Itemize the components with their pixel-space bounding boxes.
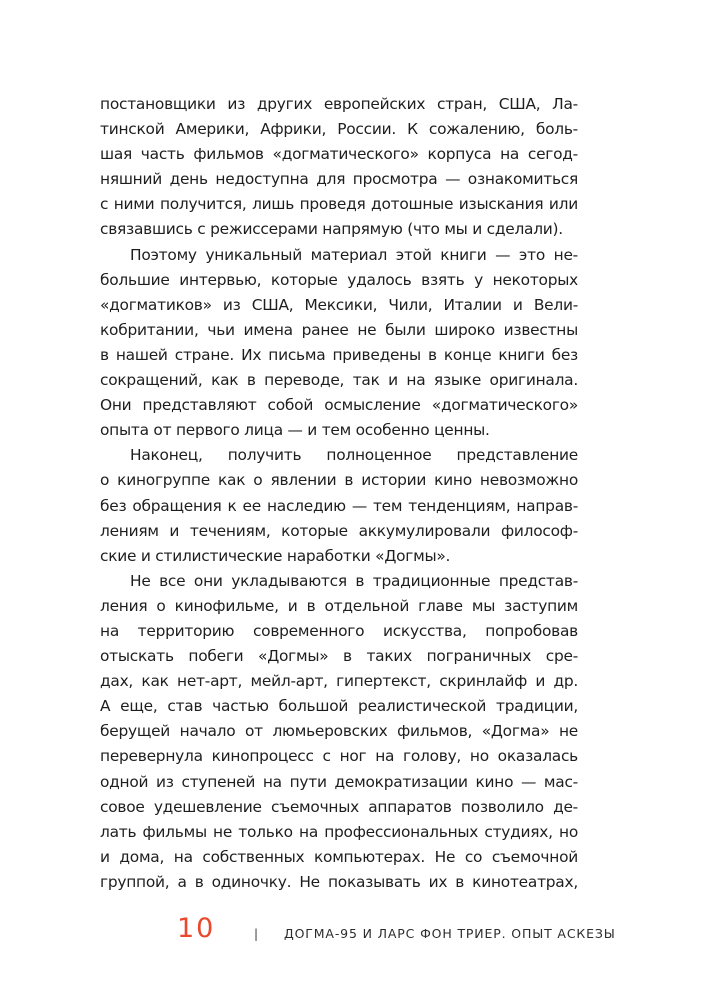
text-line: лать фильмы не только на профессиональных студиях, но (100, 822, 578, 841)
text-line: А еще, став частью большой реалистической традиции, (100, 697, 578, 716)
text-line: постановщики из других европейских стран, США, Ла- (100, 95, 578, 113)
text-line: совое удешевление съемочных аппаратов позволило де- (100, 797, 578, 816)
text-line: группой, а в одиночку. Не показывать их в кинотеатрах, (100, 872, 578, 891)
text-line: дах, как нет-арт, мейл-арт, гипертекст, скринлайф и др. (100, 672, 578, 691)
text-line: тинской Америки, Африки, России. К сожалению, боль- (100, 120, 578, 139)
text-line: няшний день недоступна для просмотра — ознакомиться (100, 170, 578, 189)
text-line: в нашей стране. Их письма приведены в конце книги без (100, 345, 578, 364)
text-line: одной из ступеней на пути демократизации кино — мас- (100, 772, 578, 791)
text-line: берущей начало от люмьеровских фильмов, «Догма» не (100, 722, 578, 741)
text-line: ления о кинофильме, и в отдельной главе мы заступим (100, 596, 578, 615)
text-line: Наконец, получить полноценное представление (130, 446, 578, 465)
text-line: перевернула кинопроцесс с ног на голову, но оказалась (100, 747, 578, 766)
text-line: кобритании, чьи имена ранее не были широко известны (100, 320, 578, 339)
text-line: на территорию современного искусства, попробовав (100, 621, 578, 640)
body-text (100, 92, 578, 895)
text-line: шая часть фильмов «догматического» корпуса на сегод- (100, 145, 578, 164)
running-title: ДОГМА-95 И ЛАРС ФОН ТРИЕР. ОПЫТ АСКЕЗЫ (284, 926, 616, 941)
footer-separator: | (254, 927, 259, 941)
page-number: 10 (177, 913, 216, 944)
text-line: «догматиков» из США, Мексики, Чили, Италии и Вели- (100, 295, 578, 314)
text-line: без обращения к ее наследию — тем тенденциям, направ- (100, 496, 578, 515)
text-line: ские и стилистические наработки «Догмы». (100, 546, 451, 565)
page-footer (0, 912, 725, 952)
text-line: опыта от первого лица — и тем особенно ценны. (100, 421, 490, 440)
text-line: Поэтому уникальный материал этой книги — это не- (130, 245, 578, 264)
text-line: Не все они укладываются в традиционные представ- (130, 571, 578, 590)
text-line: о киногруппе как о явлении в истории кино невозможно (100, 471, 578, 490)
text-line: Они представляют собой осмысление «догматического» (100, 396, 578, 415)
text-line: и дома, на собственных компьютерах. Не со съемочной (100, 847, 578, 866)
text-line: связавшись с режиссерами напрямую (что мы и сделали). (100, 220, 563, 239)
text-line: большие интервью, которые удалось взять у некоторых (100, 270, 578, 289)
text-line: лениям и течениям, которые аккумулировали философ- (100, 521, 578, 540)
text-line: с ними получится, лишь проведя дотошные изыскания или (100, 195, 578, 214)
text-line: сокращений, как в переводе, так и на языке оригинала. (100, 371, 578, 390)
text-line: отыскать побеги «Догмы» в таких пограничных сре- (100, 647, 578, 666)
